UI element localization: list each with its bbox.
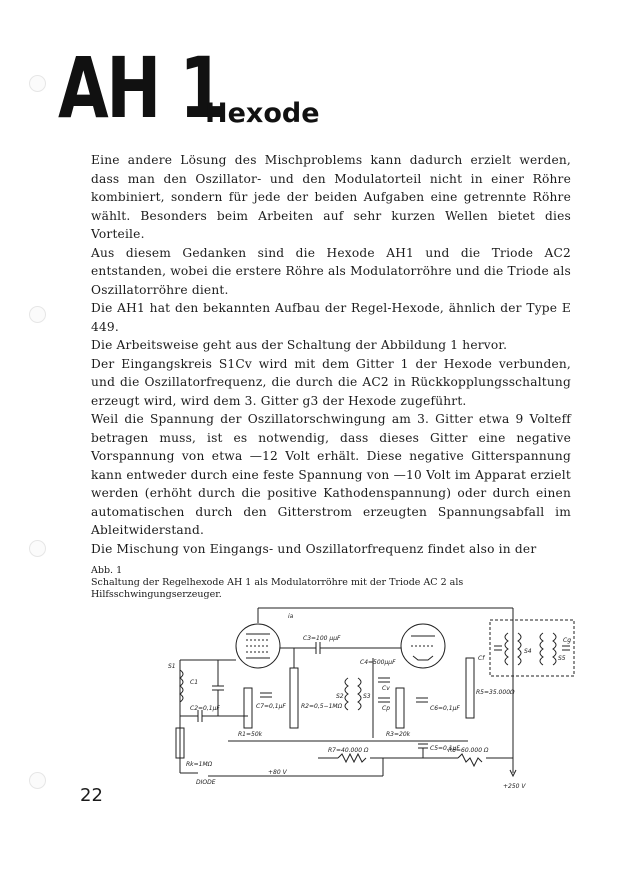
label-cg: Cg — [563, 637, 571, 644]
figure-caption — [91, 565, 571, 601]
label-r6: R6=60.000 Ω — [448, 747, 489, 754]
label-c7: C7=0,1μF — [256, 703, 286, 710]
paragraph: Der Eingangskreis S1Cv wird mit dem Gitter 1 der Hexode verbunden, und die Oszillatorfrequenz, die durch die AC2 in Rückkopplungsschaltung erzeugt wird, wird dem 3. Gitter g3 der Hexode zugeführt. — [91, 356, 571, 408]
label-s2: S2 — [336, 693, 344, 700]
paragraph: Weil die Spannung der Oszillatorschwingung am 3. Gitter etwa 9 Volteff betragen muss, ist es notwendig, dass dieses Gitter eine negative Vorspannung von etwa —12 Volt erhält. Diese negative Gitterspannung kann entweder durch eine feste Spannung von —10 Volt im Apparat erzielt werden (erhöht durch die positive Kathodenspannung) oder durch einen automatischen durch den Gitterstrom erzeugten Spannungsabfall im Ableitwiderstand. — [91, 412, 571, 537]
label-r5: R5=35.000Ω — [476, 689, 515, 696]
label-c4: C4=500μμF — [360, 659, 396, 666]
label-c2: C2=0,1μF — [190, 705, 220, 712]
label-s3: S3 — [363, 693, 371, 700]
label-rk: Rk=1MΩ — [186, 761, 213, 768]
label-diode: DIODE — [196, 779, 216, 786]
caption-label: Abb. 1 — [91, 565, 123, 576]
paragraph: Die Mischung von Eingangs- und Oszillatorfrequenz findet also in der — [91, 541, 537, 556]
label-ia: ia — [288, 613, 294, 620]
page-number: 22 — [80, 785, 103, 806]
page-subtitle: Hexode — [205, 98, 320, 129]
paragraph: Aus diesem Gedanken sind die Hexode AH1 und die Triode AC2 entstanden, wobei die erstere Röhre als Modulatorröhre und die Triode als Oszillatorröhre dient. — [91, 245, 571, 297]
label-s4: S4 — [524, 648, 532, 655]
label-r3: R3=20k — [386, 731, 411, 738]
label-c6: C6=0,1μF — [430, 705, 460, 712]
paragraph: Die Arbeitsweise geht aus der Schaltung der Abbildung 1 hervor. — [91, 338, 508, 352]
paragraph: Eine andere Lösung des Mischproblems kann dadurch erzielt werden, dass man den Oszillator- und den Modulatorteil nicht in einer Röhre kombiniert, sondern für jede der beiden Aufgaben eine getrennte Röhre wählt. Besonders beim Arbeiten auf sehr kurzen Wellen bietet dies Vorteile. — [91, 153, 571, 241]
label-r2: R2=0,5−1MΩ — [301, 703, 343, 710]
label-c5: C5=0,1μF — [430, 745, 460, 752]
punch-hole-1 — [29, 75, 46, 92]
label-cp: Cp — [382, 705, 390, 712]
punch-hole-3 — [29, 540, 46, 557]
page-title: AH 1 — [58, 39, 223, 137]
label-80v: +80 V — [268, 769, 287, 776]
label-250v: +250 V — [503, 783, 526, 790]
label-c3: C3=100 μμF — [303, 635, 341, 642]
punch-hole-4 — [29, 772, 46, 789]
punch-hole-2 — [29, 306, 46, 323]
body-text — [91, 151, 571, 558]
label-cf: Cf — [478, 655, 485, 662]
circuit-diagram — [168, 598, 578, 793]
label-r1: R1=50k — [238, 731, 263, 738]
label-cv: Cv — [382, 685, 390, 692]
label-c1: C1 — [190, 679, 199, 686]
label-s5: S5 — [558, 655, 566, 662]
caption-text: Schaltung der Regelhexode AH 1 als Modulatorröhre mit der Triode AC 2 als Hilfsschwingungserzeuger. — [91, 577, 464, 600]
paragraph: Die AH1 hat den bekannten Aufbau der Regel-Hexode, ähnlich der Type E 449. — [91, 301, 571, 334]
label-s1: S1 — [168, 663, 176, 670]
label-r7: R7=40.000 Ω — [328, 747, 369, 754]
